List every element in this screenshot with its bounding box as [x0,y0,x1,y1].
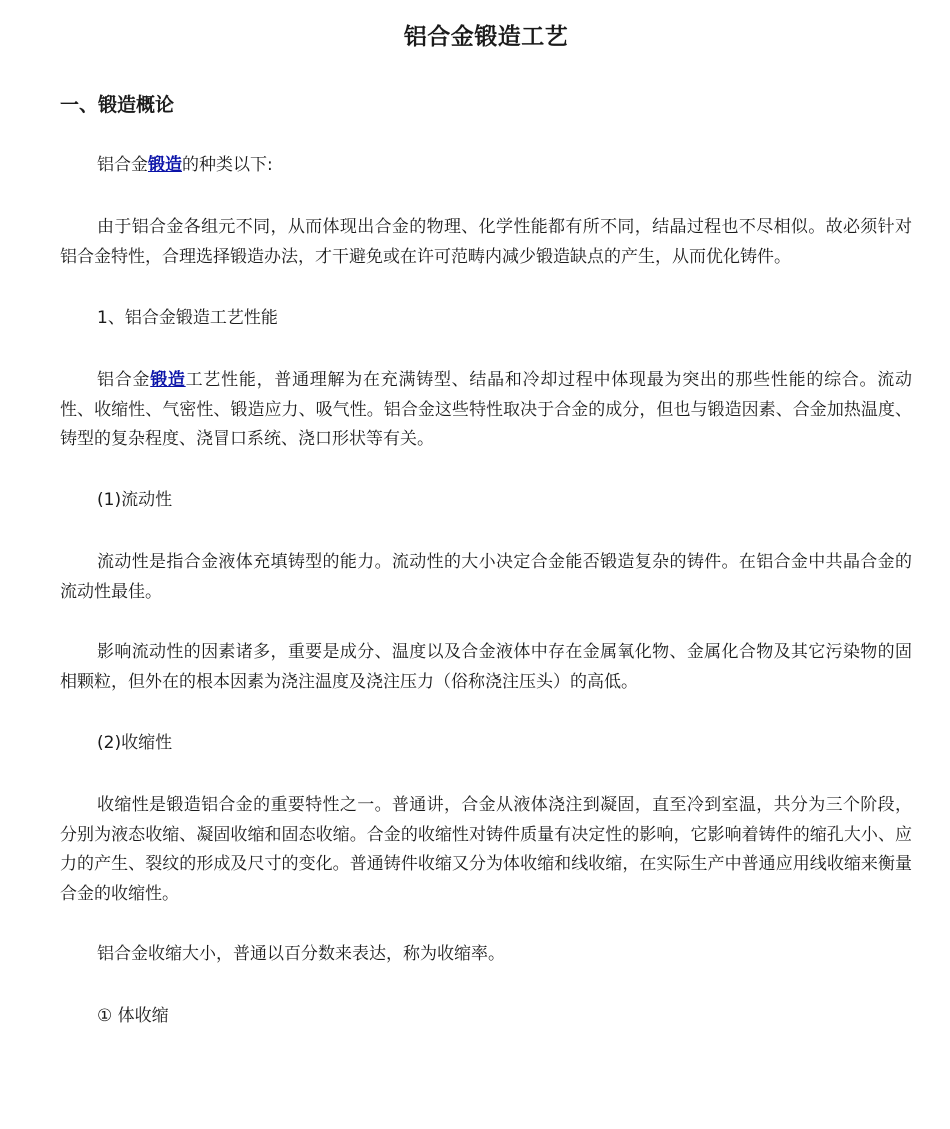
subheading-process-properties: 1、铝合金锻造工艺性能 [97,308,278,328]
forging-keyword-link[interactable]: 锻造 [148,155,182,175]
text-segment: 的种类以下: [182,155,273,175]
forging-keyword-link[interactable]: 锻造 [150,370,186,390]
text-segment: 铝合金 [97,370,151,390]
subheading-shrinkage: (2)收缩性 [97,733,173,753]
text-segment: 铝合金 [97,155,148,175]
paragraph-shrinkage: 收缩性是锻造铝合金的重要特性之一。普通讲，合金从液体浇注到凝固，直至冷到室温，共分为三个阶段，分别为液态收缩、凝固收缩和固态收缩。合金的收缩性对铸件质量有决定性的影响，它影响着铸件的缩孔大小、应力的产生、裂纹的形成及尺寸的变化。普通铸件收缩又分为体收缩和线收缩，在实际生产中普通应用线收缩来衡量合金的收缩性。 [60,795,912,904]
paragraph-fluidity-factors: 影响流动性的因素诸多，重要是成分、温度以及合金液体中存在金属氧化物、金属化合物及其它污染物的固相颗粒，但外在的根本因素为浇注温度及浇注压力（俗称浇注压头）的高低。 [60,642,912,692]
subheading-fluidity: (1)流动性 [97,490,173,510]
text-segment: 工艺性能，普通理解为在充满铸型、结晶和冷却过程中体现最为突出的那些性能的综合。流动性、收缩性、气密性、锻造应力、吸气性。铝合金这些特性取决于合金的成分，但也与锻造因素、合金加热温度、铸型的复杂程度、浇冒口系统、浇口形状等有关。 [60,370,913,449]
paragraph-intro: 由于铝合金各组元不同，从而体现出合金的物理、化学性能都有所不同，结晶过程也不尽相似。故必须针对铝合金特性，合理选择锻造办法，才干避免或在许可范畴内减少锻造缺点的产生，从而优化铸件。 [60,217,912,267]
section-heading: 一、锻造概论 [60,94,175,116]
paragraph-process-properties [60,366,912,455]
document-title: 铝合金锻造工艺 [403,24,569,50]
paragraph-fluidity-definition: 流动性是指合金液体充填铸型的能力。流动性的大小决定合金能否锻造复杂的铸件。在铝合金中共晶合金的流动性最佳。 [60,552,912,602]
paragraph-shrinkage-rate: 铝合金收缩大小，普通以百分数来表达，称为收缩率。 [97,944,505,964]
paragraph-forging-types [60,151,912,181]
subheading-volume-shrinkage: ① 体收缩 [97,1006,169,1026]
